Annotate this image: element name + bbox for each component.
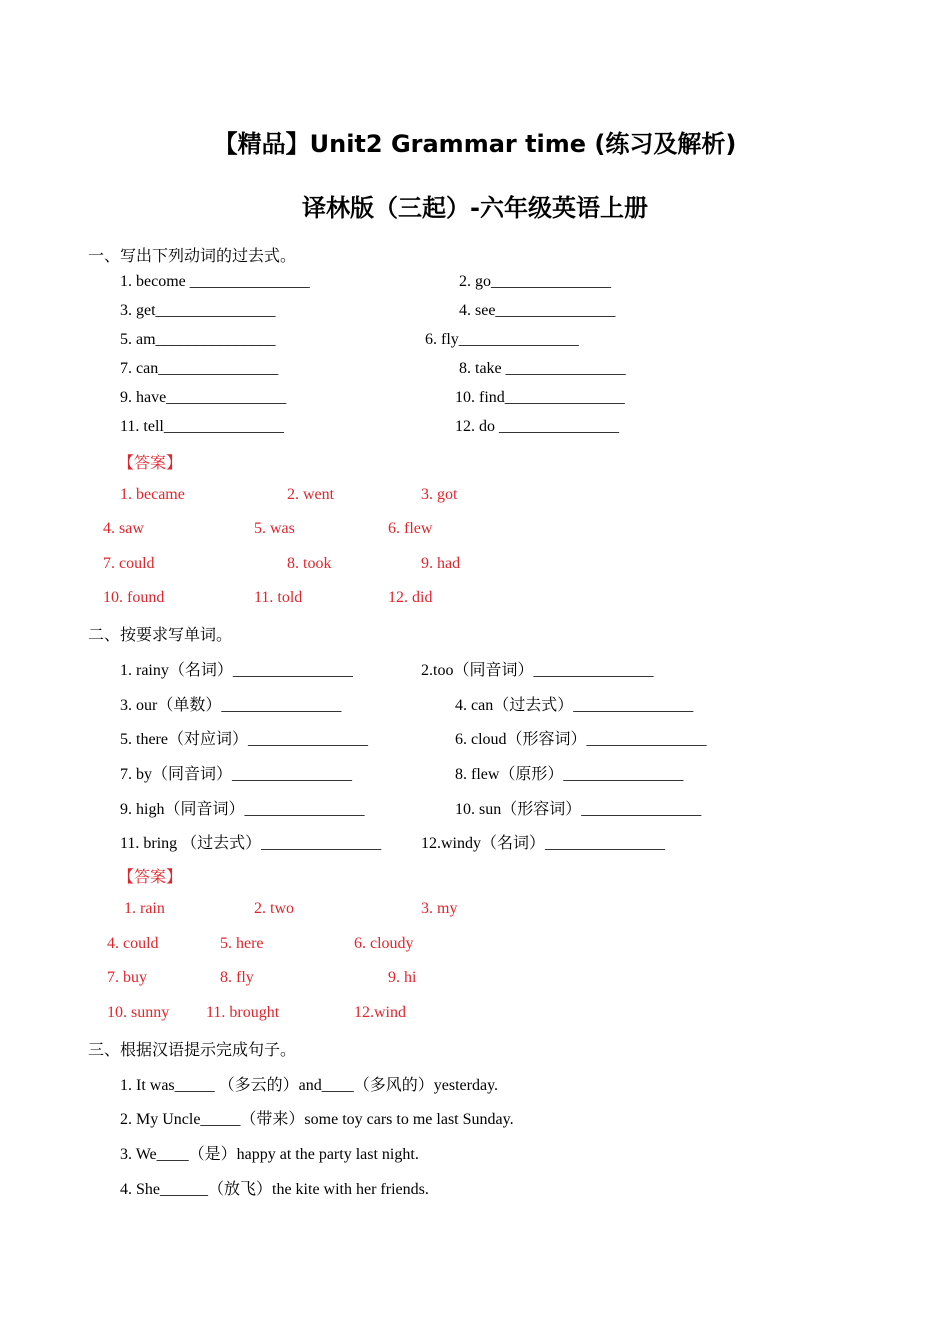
s1-answer-8: 8. took [287, 555, 332, 572]
s2-item-7: 7. by（同音词）_______________ [120, 766, 353, 783]
s2-item-5: 5. there（对应词）_______________ [120, 731, 368, 748]
s2-answer-4: 4. could [107, 935, 159, 952]
s1-answer-6: 6. flew [388, 520, 433, 537]
s1-answer-4: 4. saw [103, 520, 144, 537]
s1-answer-5: 5. was [254, 520, 295, 537]
s1-answer-7: 7. could [103, 555, 155, 572]
s1-item-7: 7. can_______________ [120, 360, 279, 377]
s2-item-11: 11. bring （过去式）_______________ [120, 835, 382, 852]
s1-answer-10: 10. found [103, 589, 165, 606]
s2-item-3: 3. our（单数）_______________ [120, 697, 342, 714]
section3-heading: 三、根据汉语提示完成句子。 [88, 1040, 297, 1059]
s1-item-3: 3. get_______________ [120, 302, 276, 319]
s2-item-2: 2.too（同音词）_______________ [421, 662, 654, 679]
s2-item-1: 1. rainy（名词）_______________ [120, 662, 353, 679]
s1-answer-label: 【答案】 [118, 453, 183, 472]
s2-item-12: 12.windy（名词）_______________ [421, 835, 666, 852]
s2-answer-1: 1. rain [124, 900, 165, 917]
s2-item-4: 4. can（过去式）_______________ [455, 697, 694, 714]
s1-item-8: 8. take _______________ [459, 360, 626, 377]
s1-answer-3: 3. got [421, 486, 458, 503]
s2-answer-2: 2. two [254, 900, 294, 917]
s1-answer-2: 2. went [287, 486, 335, 503]
section1-heading: 一、写出下列动词的过去式。 [88, 246, 297, 265]
s3-item-4: 4. She______（放飞）the kite with her friends. [120, 1181, 429, 1198]
s1-item-11: 11. tell_______________ [120, 418, 284, 435]
s1-answer-1: 1. became [120, 486, 185, 503]
section2-heading: 二、按要求写单词。 [88, 625, 233, 644]
s1-item-2: 2. go_______________ [459, 273, 611, 290]
s2-answer-7: 7. buy [107, 969, 147, 986]
s1-item-4: 4. see_______________ [459, 302, 616, 319]
s2-answer-3: 3. my [421, 900, 458, 917]
s2-answer-6: 6. cloudy [354, 935, 414, 952]
s1-item-1: 1. become _______________ [120, 273, 310, 290]
s1-item-6: 6. fly_______________ [425, 331, 579, 348]
s1-item-5: 5. am_______________ [120, 331, 276, 348]
s2-item-6: 6. cloud（形容词）_______________ [455, 731, 707, 748]
s2-item-9: 9. high（同音词）_______________ [120, 801, 365, 818]
document-title: 【精品】Unit2 Grammar time (练习及解析) [213, 130, 737, 158]
s2-answer-9: 9. hi [388, 969, 417, 986]
s3-item-3: 3. We____（是）happy at the party last night. [120, 1146, 419, 1163]
s1-item-9: 9. have_______________ [120, 389, 287, 406]
s2-answer-label: 【答案】 [118, 867, 183, 886]
s1-answer-9: 9. had [421, 555, 461, 572]
s2-answer-8: 8. fly [220, 969, 254, 986]
s2-answer-11: 11. brought [206, 1004, 280, 1021]
s2-answer-5: 5. here [220, 935, 264, 952]
document-subtitle: 译林版（三起）-六年级英语上册 [302, 194, 648, 222]
s2-answer-12: 12.wind [354, 1004, 406, 1021]
s2-item-10: 10. sun（形容词）_______________ [455, 801, 702, 818]
s1-item-12: 12. do _______________ [455, 418, 619, 435]
s3-item-1: 1. It was_____ （多云的）and____（多风的）yesterday. [120, 1077, 499, 1094]
s2-item-8: 8. flew（原形）_______________ [455, 766, 684, 783]
s1-answer-11: 11. told [254, 589, 303, 606]
s3-item-2: 2. My Uncle_____（带来）some toy cars to me last Sunday. [120, 1111, 514, 1128]
s1-answer-12: 12. did [388, 589, 433, 606]
s1-item-10: 10. find_______________ [455, 389, 625, 406]
s2-answer-10: 10. sunny [107, 1004, 170, 1021]
